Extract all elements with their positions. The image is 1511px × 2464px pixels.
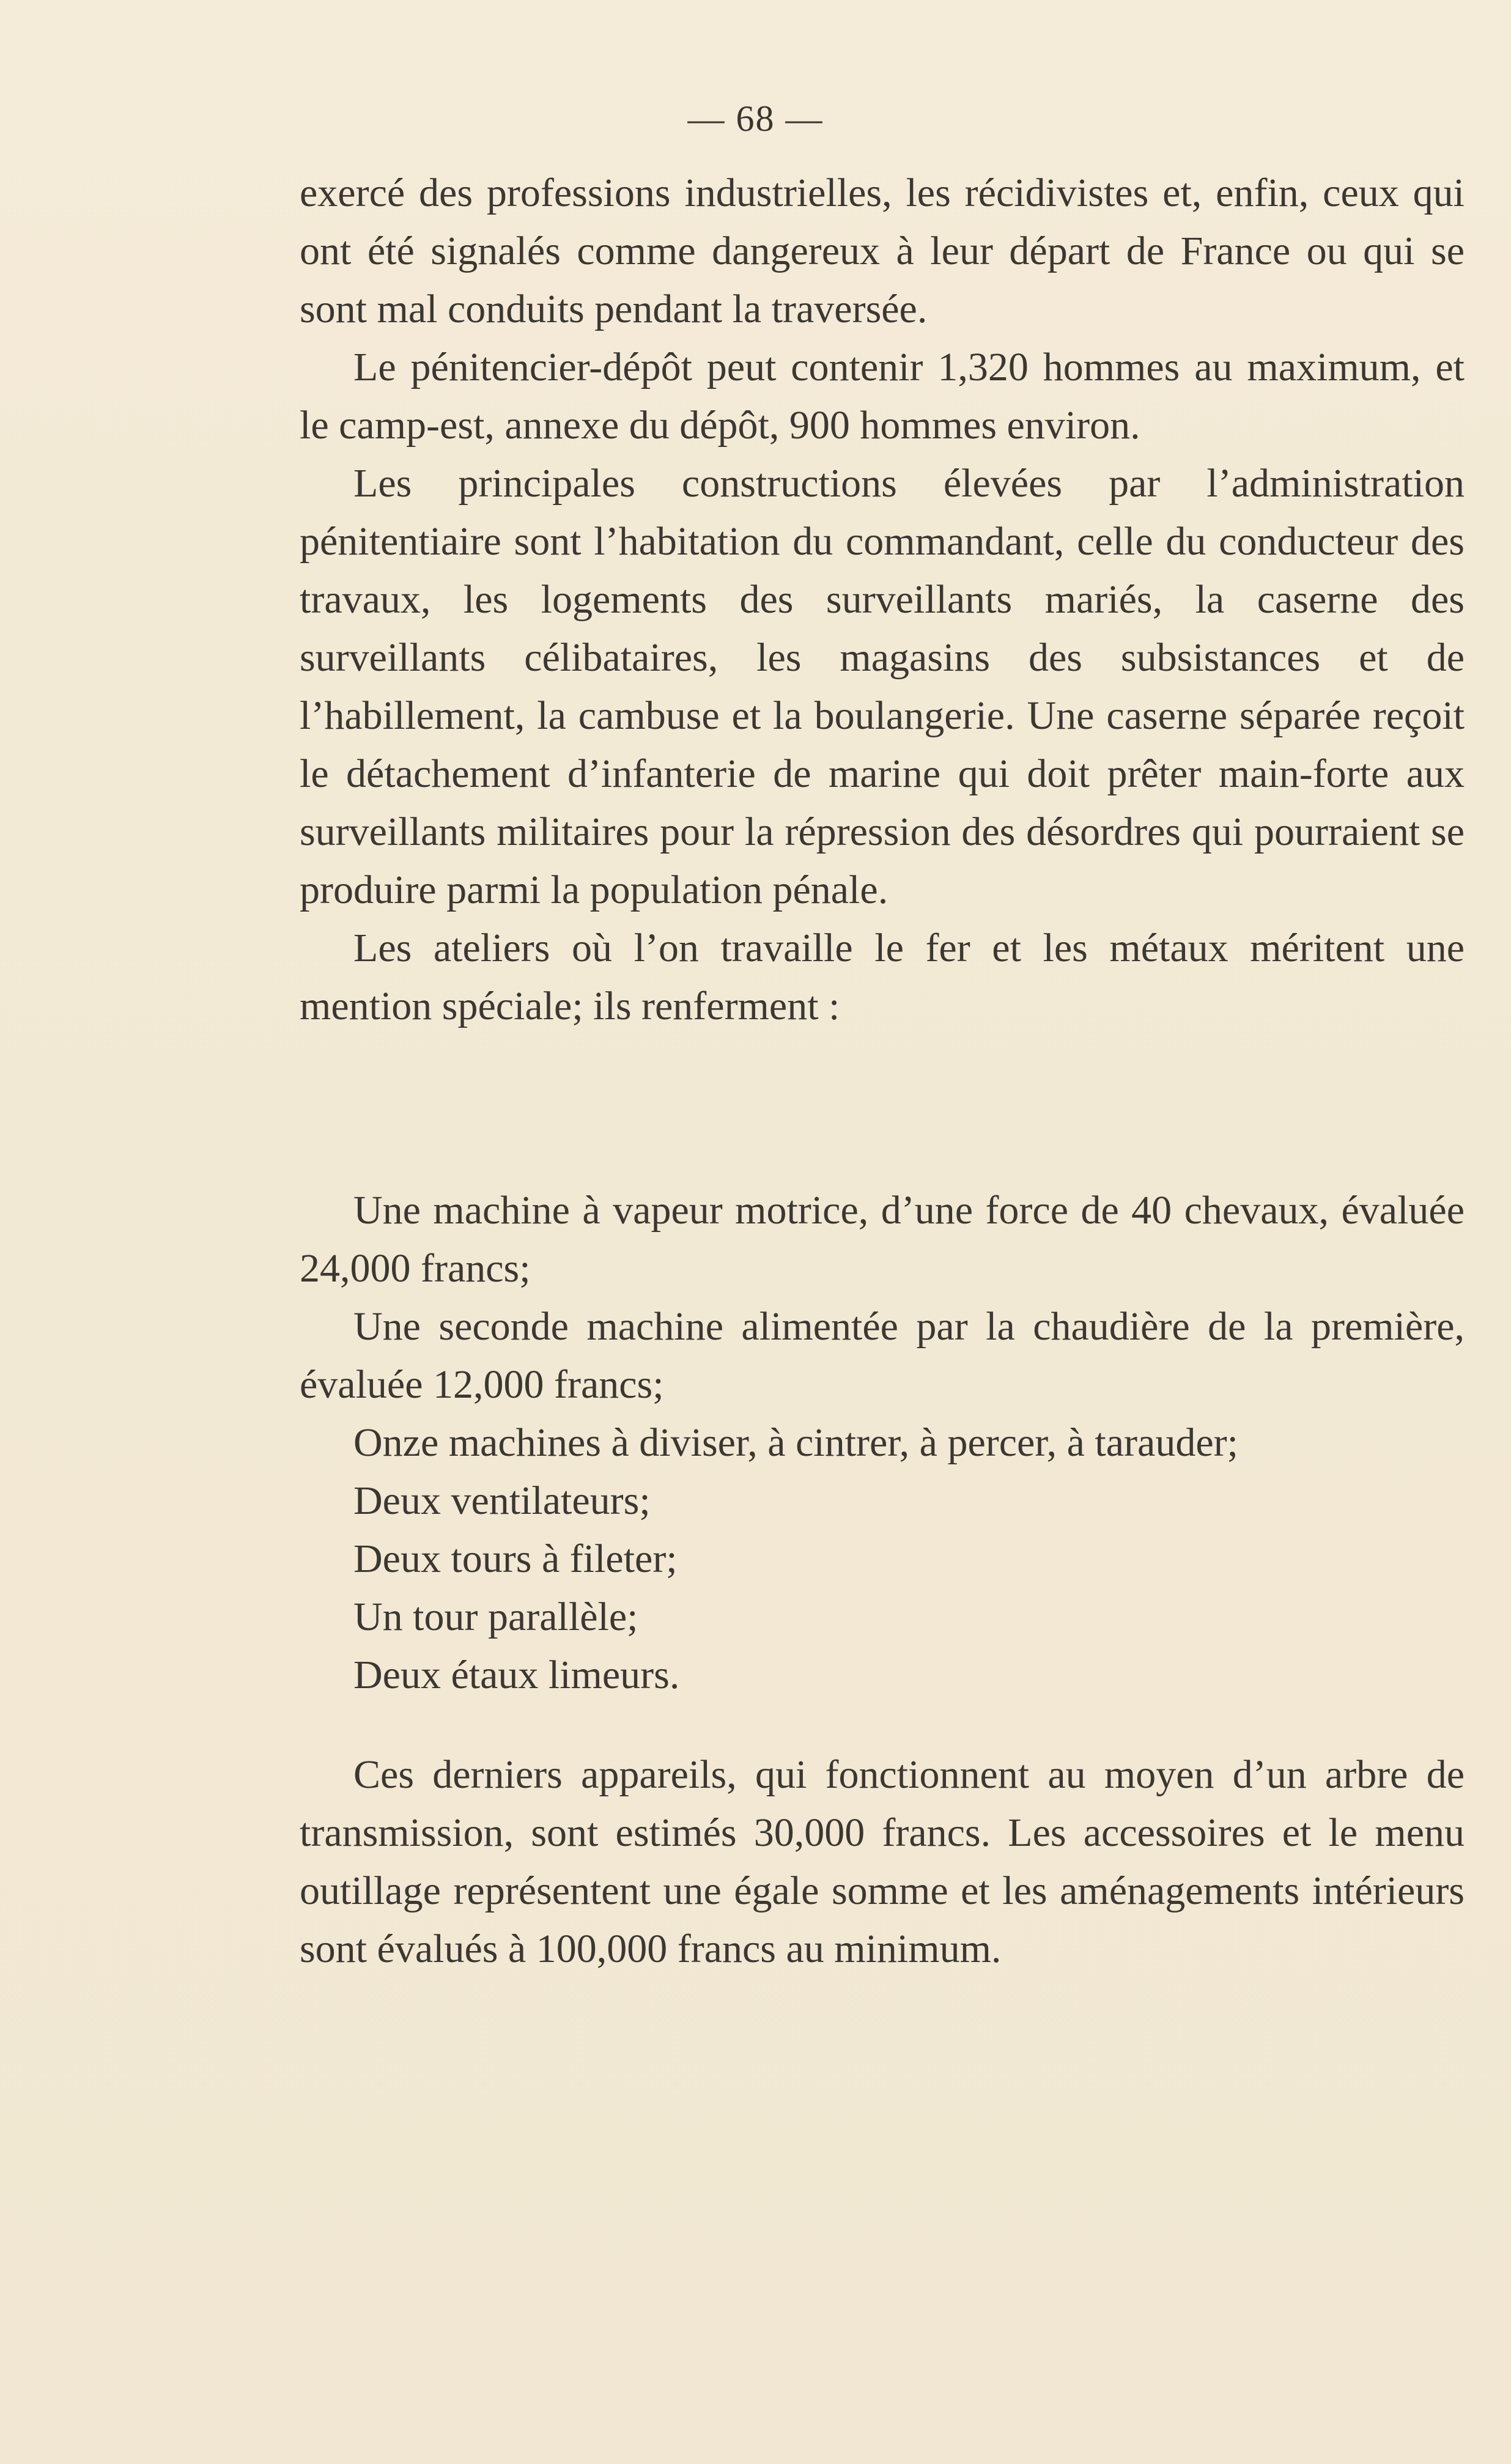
paragraph: exercé des professions industrielles, les récidivistes et, enfin, ceux qui ont été signalés comme dangereux à leur départ de France ou qui se sont mal conduits pendant la traversée. xyxy=(300,171,1465,331)
list-item: Deux tours à fileter; xyxy=(353,1536,678,1581)
list-item: Un tour parallèle; xyxy=(353,1595,638,1639)
list-item: Onze machines à diviser, à cintrer, à percer, à tarauder; xyxy=(353,1420,1238,1465)
page-number: — 68 — xyxy=(687,98,824,139)
list-item: Une machine à vapeur motrice, d’une force de 40 chevaux, évaluée 24,000 francs; xyxy=(300,1188,1465,1291)
paragraph: Ces derniers appareils, qui fonctionnent au moyen d’un arbre de transmission, sont estimés 30,000 francs. Les accessoires et le menu outillage représentent une égale somme et les aménagements intérieurs sont évalués à 100,000 francs au minimum. xyxy=(300,1752,1465,1971)
list-item: Deux ventilateurs; xyxy=(353,1478,651,1523)
paragraph: Le pénitencier-dépôt peut contenir 1,320 hommes au maximum, et le camp-est, annexe du dépôt, 900 hommes environ. xyxy=(300,345,1465,448)
body-text-bottom xyxy=(300,1746,1465,1978)
paragraph: Les ateliers où l’on travaille le fer et les métaux méritent une mention spéciale; ils renferment : xyxy=(300,926,1465,1028)
body-text-top xyxy=(300,164,1465,1035)
list-item: Deux étaux limeurs. xyxy=(353,1653,680,1697)
list-item: Une seconde machine alimentée par la chaudière de la première, évaluée 12,000 francs; xyxy=(300,1304,1465,1407)
paragraph: Les principales constructions élevées par l’administration pénitentiaire sont l’habitation du commandant, celle du conducteur des travaux, les logements des surveillants mariés, la caserne des surveillants célibataires, les magasins des subsistances et de l’habillement, la cambuse et la boulangerie. Une caserne séparée reçoit le détachement d’infanterie de marine qui doit prêter main-forte aux surveillants militaires pour la répression des désordres qui pourraient se produire parmi la population pénale. xyxy=(300,461,1465,912)
equipment-list xyxy=(300,1181,1465,1704)
